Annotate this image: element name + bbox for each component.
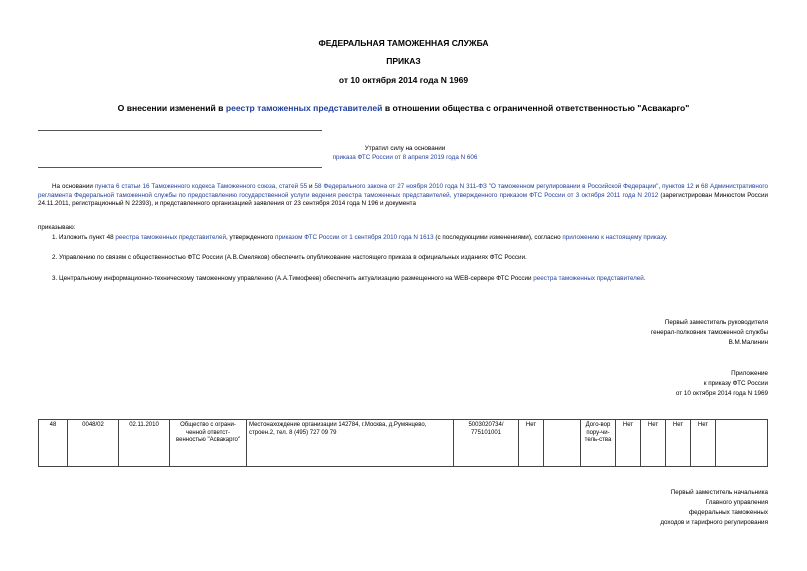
registry-table — [38, 419, 768, 467]
appendix-link[interactable]: приложению к настоящему приказу — [562, 234, 666, 241]
cell-inn-kpp: 5003020734/ 775101001 — [454, 420, 519, 467]
cell-number: 48 — [39, 420, 68, 467]
item-text: 1. Изложить пункт 48 — [52, 234, 116, 241]
registry-link[interactable]: реестра таможенных представителей — [533, 275, 644, 282]
status-note-text: Утратил силу на основании — [364, 145, 446, 152]
preamble-text: и — [307, 183, 315, 190]
footer-signature-line: доходов и тарифного регулирования — [660, 519, 768, 526]
doc-date: от 10 октября 2014 года N 1969 — [338, 75, 469, 85]
order-item-3 — [52, 275, 772, 284]
registry-link[interactable]: реестра таможенных представителей — [115, 234, 226, 241]
title-text-after: в отношении общества с ограниченной ответственностью "Асвакарго" — [382, 103, 690, 113]
preamble-text: На основании — [52, 183, 95, 190]
footer-signature-line: Главного управления — [705, 499, 768, 506]
cell-flag: Нет — [519, 420, 544, 467]
item-text: . — [665, 234, 668, 241]
cell-reg-number: 0048/02 — [68, 420, 119, 467]
order-item-2: 2. Управлению по связям с общественностью ФТС России (А.В.Смеляков) обеспечить опубликование настоящего приказа в официальных изданиях ФТС России. — [52, 254, 527, 261]
table-row — [39, 420, 768, 467]
cell-guarantee-type: Дого-вор пору-чи-тель-ства — [581, 420, 616, 467]
order-1613-link[interactable]: приказом ФТС России от 1 сентября 2010 года N 1613 — [275, 234, 434, 241]
federal-law-link[interactable]: 58 Федерального закона от 27 ноября 2010 года N 311-ФЗ "О таможенном регулировании в Российской Федерации" — [314, 183, 659, 190]
cell-empty — [716, 420, 768, 467]
clause-12-link[interactable]: пунктов 12 — [662, 183, 694, 190]
item-text: . — [643, 275, 646, 282]
divider-line — [38, 130, 322, 131]
status-note — [290, 145, 520, 162]
item-text: , утвержденного — [225, 234, 276, 241]
order-item-1 — [52, 234, 772, 243]
doc-type: ПРИКАЗ — [386, 56, 421, 66]
appendix-heading — [520, 369, 768, 399]
appendix-label: Приложение — [731, 370, 768, 377]
cell-flag: Нет — [641, 420, 666, 467]
preamble-text: (зарегистрирован Минюстом России 24.11.2011, регистрационный N 22393), и представленного организацией заявления от 23 сентября 2014 года N 196 и документа — [38, 191, 768, 208]
cell-date: 02.11.2010 — [119, 420, 170, 467]
signature-rank: генерал-полковник таможенной службы — [650, 329, 768, 336]
preamble-text: и — [693, 183, 702, 190]
footer-signature-line: федеральных таможенных — [689, 509, 768, 516]
title-text-before: О внесении изменений в — [117, 103, 226, 113]
appendix-date: от 10 октября 2014 года N 1969 — [675, 390, 768, 397]
divider-line — [38, 167, 322, 168]
signature-position: Первый заместитель руководителя — [664, 319, 768, 326]
cell-flag: Нет — [666, 420, 691, 467]
agency-name: ФЕДЕРАЛЬНАЯ ТАМОЖЕННАЯ СЛУЖБА — [318, 38, 489, 48]
cell-flag: Нет — [616, 420, 641, 467]
cell-empty — [544, 420, 581, 467]
customs-code-link[interactable]: пункта 6 статьи 16 Таможенного кодекса Таможенного союза, статей 55 — [94, 183, 308, 190]
preamble-paragraph — [38, 183, 768, 209]
item-text: 3. Центральному информационно-техническому таможенному управлению (А.А.Тимофеев) обеспечить актуализацию размещенного на WEB-сервере ФТС России — [52, 275, 534, 282]
document-title — [0, 103, 807, 113]
signature-block — [520, 318, 768, 348]
cell-org-name: Общество с ограни-ченной ответст-венностью "Асвакарго" — [170, 420, 247, 467]
repeal-order-link[interactable]: приказа ФТС России от 8 апреля 2019 года N 606 — [332, 153, 478, 161]
appendix-ref: к приказу ФТС России — [703, 380, 768, 387]
item-text: (с последующими изменениями), согласно — [433, 234, 563, 241]
signature-name: В.М.Малинин — [728, 339, 768, 346]
admin-regulation-link[interactable]: 68 Административного регламента Федеральной таможенной службы по предоставлению государственной услуги ведения реестра таможенных представителей, утвержденного приказом ФТС России от 3 октября 2011 года N 2012 — [38, 183, 768, 199]
footer-signature-block — [520, 488, 768, 528]
preamble-text: , — [658, 183, 663, 190]
cell-flag: Нет — [691, 420, 716, 467]
cell-address: Местонахождение организации 142784, г.Москва, д.Румянцево, строен.2, тел. 8 (495) 727 09 79 — [247, 420, 454, 467]
footer-signature-line: Первый заместитель начальника — [670, 489, 768, 496]
order-word: приказываю: — [38, 224, 76, 231]
registry-link[interactable]: реестр таможенных представителей — [225, 103, 383, 113]
